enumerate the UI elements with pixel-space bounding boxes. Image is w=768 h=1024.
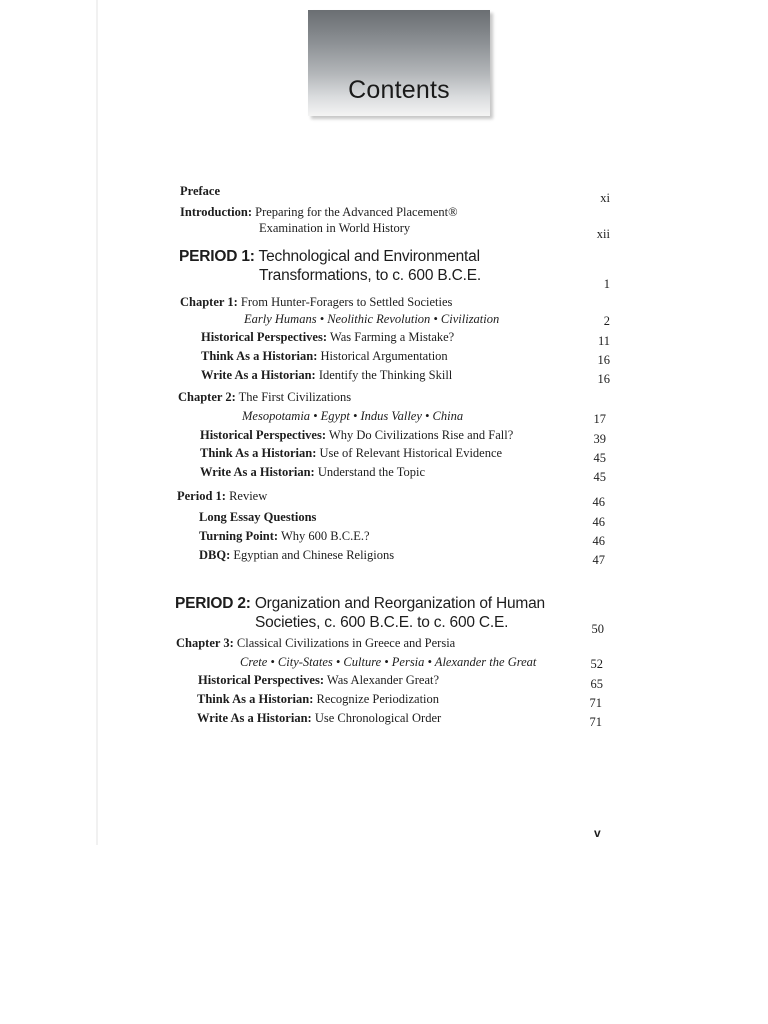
- page-folio: v: [594, 826, 601, 840]
- toc-page-number: 16: [597, 353, 610, 367]
- toc-page-number: 2: [603, 314, 610, 328]
- toc-page-number: 45: [593, 470, 606, 484]
- toc-chapter-2: [178, 390, 351, 405]
- toc-chapter-topics: Early Humans • Neolithic Revolution • Civilization: [244, 312, 500, 326]
- toc-preface: Preface: [180, 184, 221, 198]
- toc-historical-perspectives: [198, 673, 439, 688]
- toc-entry-label: Historical Perspectives:: [198, 673, 324, 687]
- toc-page-number: 1: [603, 277, 610, 291]
- toc-think-as-historian: [200, 446, 502, 461]
- toc-introduction: [180, 205, 458, 220]
- toc-entry-title: Was Alexander Great?: [326, 673, 440, 687]
- toc-entry-label: Write As a Historian:: [201, 368, 316, 382]
- toc-entry-label: Chapter 1:: [180, 295, 238, 309]
- toc-think-as-historian: [201, 349, 448, 364]
- toc-page-number: 46: [592, 515, 605, 529]
- toc-page-number: 11: [597, 334, 610, 348]
- toc-entry-label: Write As a Historian:: [200, 465, 315, 479]
- toc-entry-label: Chapter 3:: [176, 636, 234, 650]
- toc-page-number: 71: [589, 715, 602, 729]
- toc-dbq: [199, 548, 394, 563]
- toc-chapter-topics: Crete • City-States • Culture • Persia • Alexander the Great: [240, 655, 537, 669]
- page-title: Contents: [348, 76, 450, 104]
- period-2-heading: [175, 595, 545, 613]
- toc-page-number: 39: [593, 432, 606, 446]
- toc-page-number: 65: [590, 677, 603, 691]
- period-title: Organization and Reorganization of Human: [254, 595, 545, 612]
- toc-write-as-historian: [197, 711, 441, 726]
- toc-page-number: 17: [593, 412, 606, 426]
- toc-entry-title: From Hunter-Foragers to Settled Societies: [240, 295, 453, 309]
- toc-entry-title: Preparing for the Advanced Placement®: [255, 205, 458, 219]
- toc-entry-title: Use of Relevant Historical Evidence: [319, 446, 503, 460]
- toc-turning-point: [199, 529, 370, 544]
- toc-entry-label: Write As a Historian:: [197, 711, 312, 725]
- toc-write-as-historian: [200, 465, 425, 480]
- toc-entry-label: Think As a Historian:: [197, 692, 314, 706]
- toc-entry-label: Think As a Historian:: [200, 446, 317, 460]
- toc-entry-label: Chapter 2:: [178, 390, 236, 404]
- toc-write-as-historian: [201, 368, 452, 383]
- toc-entry-label: Introduction:: [180, 205, 253, 219]
- page-edge: [96, 0, 98, 845]
- toc-page-number: 71: [589, 696, 602, 710]
- toc-page-number: 47: [592, 553, 605, 567]
- toc-chapter-3: [176, 636, 455, 651]
- toc-entry-title: Historical Argumentation: [320, 349, 448, 363]
- toc-page-number: 45: [593, 451, 606, 465]
- toc-period-1-review: [177, 489, 267, 504]
- toc-page-number: 46: [592, 534, 605, 548]
- period-title-continued: Societies, c. 600 B.C.E. to c. 600 C.E.: [255, 614, 509, 631]
- toc-page-number: xi: [600, 191, 610, 205]
- toc-entry-label: Think As a Historian:: [201, 349, 318, 363]
- toc-page-number: xii: [596, 227, 610, 241]
- toc-entry-label: Turning Point:: [199, 529, 279, 543]
- contents-banner: [308, 10, 490, 116]
- toc-think-as-historian: [197, 692, 439, 707]
- period-label: PERIOD 1:: [179, 248, 255, 265]
- toc-chapter-topics: Mesopotamia • Egypt • Indus Valley • China: [242, 409, 464, 423]
- toc-entry-title: Identify the Thinking Skill: [318, 368, 453, 382]
- toc-entry-title: Review: [229, 489, 268, 503]
- toc-entry-title: Egyptian and Chinese Religions: [233, 548, 395, 562]
- toc-entry-title-continued: Examination in World History: [259, 221, 411, 235]
- toc-page-number: 52: [590, 657, 603, 671]
- toc-entry-title: Why Do Civilizations Rise and Fall?: [328, 428, 514, 442]
- toc-entry-title: Use Chronological Order: [314, 711, 442, 725]
- toc-entry-label: Historical Perspectives:: [200, 428, 326, 442]
- toc-entry-title: The First Civilizations: [238, 390, 352, 404]
- period-1-heading: [179, 248, 480, 266]
- period-title: Technological and Environmental: [258, 248, 480, 265]
- toc-entry-label: Historical Perspectives:: [201, 330, 327, 344]
- toc-entry-title: Recognize Periodization: [316, 692, 440, 706]
- toc-entry-label: Period 1:: [177, 489, 226, 503]
- toc-entry-title: Why 600 B.C.E.?: [280, 529, 370, 543]
- period-title-continued: Transformations, to c. 600 B.C.E.: [259, 267, 481, 284]
- toc-page-number: 50: [591, 622, 604, 636]
- toc-page-number: 16: [597, 372, 610, 386]
- toc-entry-title: Classical Civilizations in Greece and Persia: [236, 636, 456, 650]
- toc-page-number: 46: [592, 495, 605, 509]
- toc-historical-perspectives: [201, 330, 454, 345]
- toc-entry-label: DBQ:: [199, 548, 231, 562]
- toc-entry-title: Understand the Topic: [317, 465, 426, 479]
- toc-long-essay: Long Essay Questions: [199, 510, 317, 524]
- toc-chapter-1: [180, 295, 452, 310]
- toc-entry-title: Was Farming a Mistake?: [329, 330, 455, 344]
- period-label: PERIOD 2:: [175, 595, 251, 612]
- toc-historical-perspectives: [200, 428, 513, 443]
